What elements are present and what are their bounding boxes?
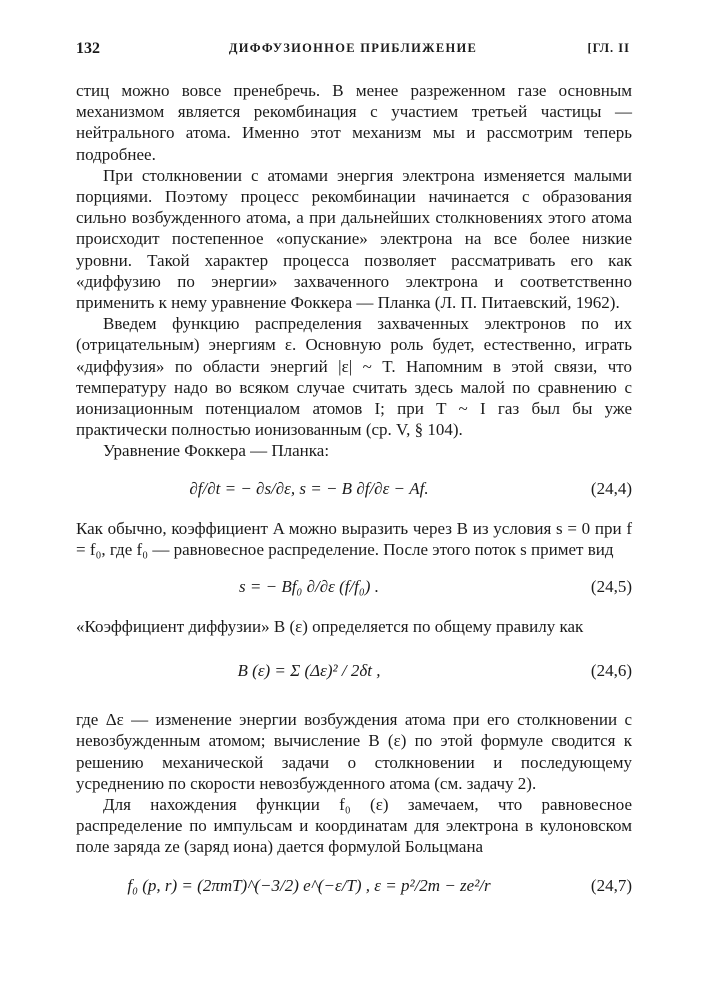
equation-24-7-number: (24,7): [590, 875, 632, 895]
equation-24-7-formula: f₀ (p, r) = (2πmT)^(−3/2) e^(−ε/T) , ε = p²/2m − ze²/r: [127, 875, 491, 895]
page-number: 132: [76, 40, 100, 57]
chapter-label: [ГЛ. II: [587, 41, 630, 55]
equation-24-4-formula: ∂f/∂t = − ∂s/∂ε, s = − B ∂f/∂ε − Af.: [189, 478, 429, 498]
equation-24-6-formula: B (ε) = Σ (Δε)² / 2δt ,: [237, 661, 381, 681]
paragraph-1: стиц можно вовсе пренебречь. В менее разреженном газе основным механизмом является рекомбинация с участием третьей частицы — нейтрального атома. Именно этот механизм мы и рассмотрим теперь подробнее.: [76, 81, 632, 164]
paragraph-7: где Δε — изменение энергии возбуждения атома при его столкновении с невозбужденным атомом; вычисление B (ε) по этой формуле сводится к решению механической задачи о столкновении и последующему усреднению по скорости невозбужденного атома (см. задачу 2).: [76, 710, 632, 793]
paragraph-4: Уравнение Фоккера — Планка:: [103, 441, 330, 461]
running-title: ДИФФУЗИОННОЕ ПРИБЛИЖЕНИЕ: [228, 41, 478, 55]
paragraph-2: При столкновении с атомами энергия электрона изменяется малыми порциями. Поэтому процесс рекомбинации начинается с образования сильно возбужденного атома, а при дальнейших столкновениях этого атома происходит постепенное «опускание» электрона на все более низкие уровни. Такой характер процесса позволяет рассматривать его как «диффузию по энергии» захваченного электрона и соответственно применить к нему уравнение Фоккера — Планка (Л. П. Питаевский, 1962).: [76, 165, 632, 313]
equation-24-6: [76, 645, 632, 697]
paragraph-8: Для нахождения функции f₀ (ε) замечаем, что равновесное распределение по импульсам и координатам для электрона в кулоновском поле заряда ze (заряд иона) дается формулой Больцмана: [76, 795, 632, 857]
equation-24-5: [76, 564, 632, 610]
paragraph-6: «Коэффициент диффузии» B (ε) определяется по общему правилу как: [76, 617, 584, 637]
equation-24-5-formula: s = − Bf₀ ∂/∂ε (f/f₀) .: [239, 577, 379, 597]
page-body: [76, 80, 632, 906]
page-header: [76, 40, 630, 60]
paragraph-5: Как обычно, коэффициент A можно выразить через B из условия s = 0 при f = f₀, где f₀ — равновесное распределение. После этого поток s примет вид: [76, 518, 632, 559]
equation-24-5-number: (24,5): [590, 577, 632, 597]
equation-24-4-number: (24,4): [590, 478, 632, 498]
equation-24-4: [76, 466, 632, 512]
equation-24-7: [76, 866, 632, 906]
equation-24-6-number: (24,6): [590, 661, 632, 681]
paragraph-3: Введем функцию распределения захваченных электронов по их (отрицательным) энергиям ε. Основную роль будет, естественно, играть «диффузия» по области энергий |ε| ~ T. Напомним в этой связи, что температуру надо во всяком случае считать здесь малой по сравнению с ионизационным потенциалом атомов I; при T ~ I газ был бы уже практически полностью ионизованным (ср. V, § 104).: [76, 314, 632, 440]
